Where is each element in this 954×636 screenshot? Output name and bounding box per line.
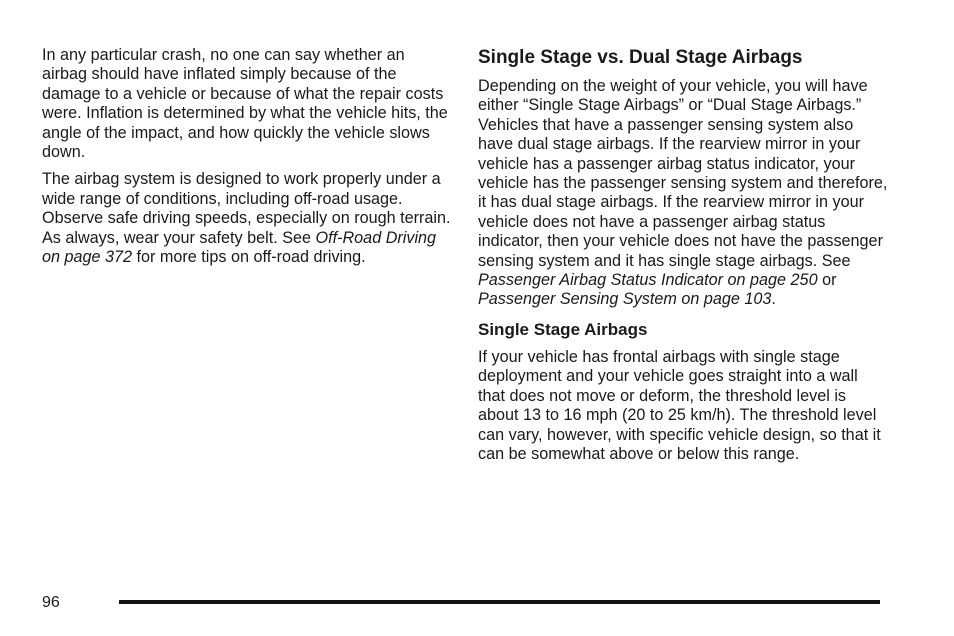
- passenger-airbag-status-reference: Passenger Airbag Status Indicator on page 250: [478, 271, 818, 290]
- reference-connector: or: [817, 271, 837, 290]
- left-column: [42, 46, 454, 267]
- crash-inflation-paragraph: In any particular crash, no one can say whether an airbag should have inflated simply because of the damage to a vehicle or because of what the repair costs were. Inflation is determined by what the vehicle hits, the angle of the impact, and how quickly the vehicle slows down.: [42, 46, 448, 162]
- subsection-heading: Single Stage Airbags: [478, 319, 648, 339]
- conditions-text-end: for more tips on off-road driving.: [132, 248, 366, 267]
- right-column: [478, 46, 888, 464]
- airbag-conditions-paragraph: [42, 170, 454, 267]
- section-heading: Single Stage vs. Dual Stage Airbags: [478, 47, 803, 68]
- stage-explanation-text: Depending on the weight of your vehicle, you will have either “Single Stage Airbags” or “Dual Stage Airbags.” Vehicles that have a passenger sensing system also have dual stage airbags. If the rearview mirror in your vehicle has a passenger airbag status indicator, your vehicle has the passenger sensing system and therefore, it has dual stage airbags. If the rearview mirror in your vehicle does not have a passenger airbag status indicator, then your vehicle does not have the passenger sensing system and it has single stage airbags. See: [478, 77, 888, 270]
- footer-rule: [119, 600, 880, 604]
- page-number: 96: [42, 594, 60, 611]
- passenger-sensing-system-reference: Passenger Sensing System on page 103: [478, 290, 772, 309]
- conditions-text: The airbag system is designed to work properly under a wide range of conditions, including off-road usage. Observe safe driving speeds, especially on rough terrain. As always, wear your safety belt. See: [42, 170, 451, 247]
- threshold-paragraph: If your vehicle has frontal airbags with single stage deployment and your vehicle goes straight into a wall that does not move or deform, the threshold level is about 13 to 16 mph (20 to 25 km/h). The threshold level can vary, however, with specific vehicle design, so that it can be somewhat above or below this range.: [478, 347, 881, 463]
- stage-explanation-paragraph: [478, 77, 888, 310]
- sentence-end: .: [771, 290, 776, 309]
- off-road-driving-reference: Off-Road Driving on page 372: [42, 228, 437, 267]
